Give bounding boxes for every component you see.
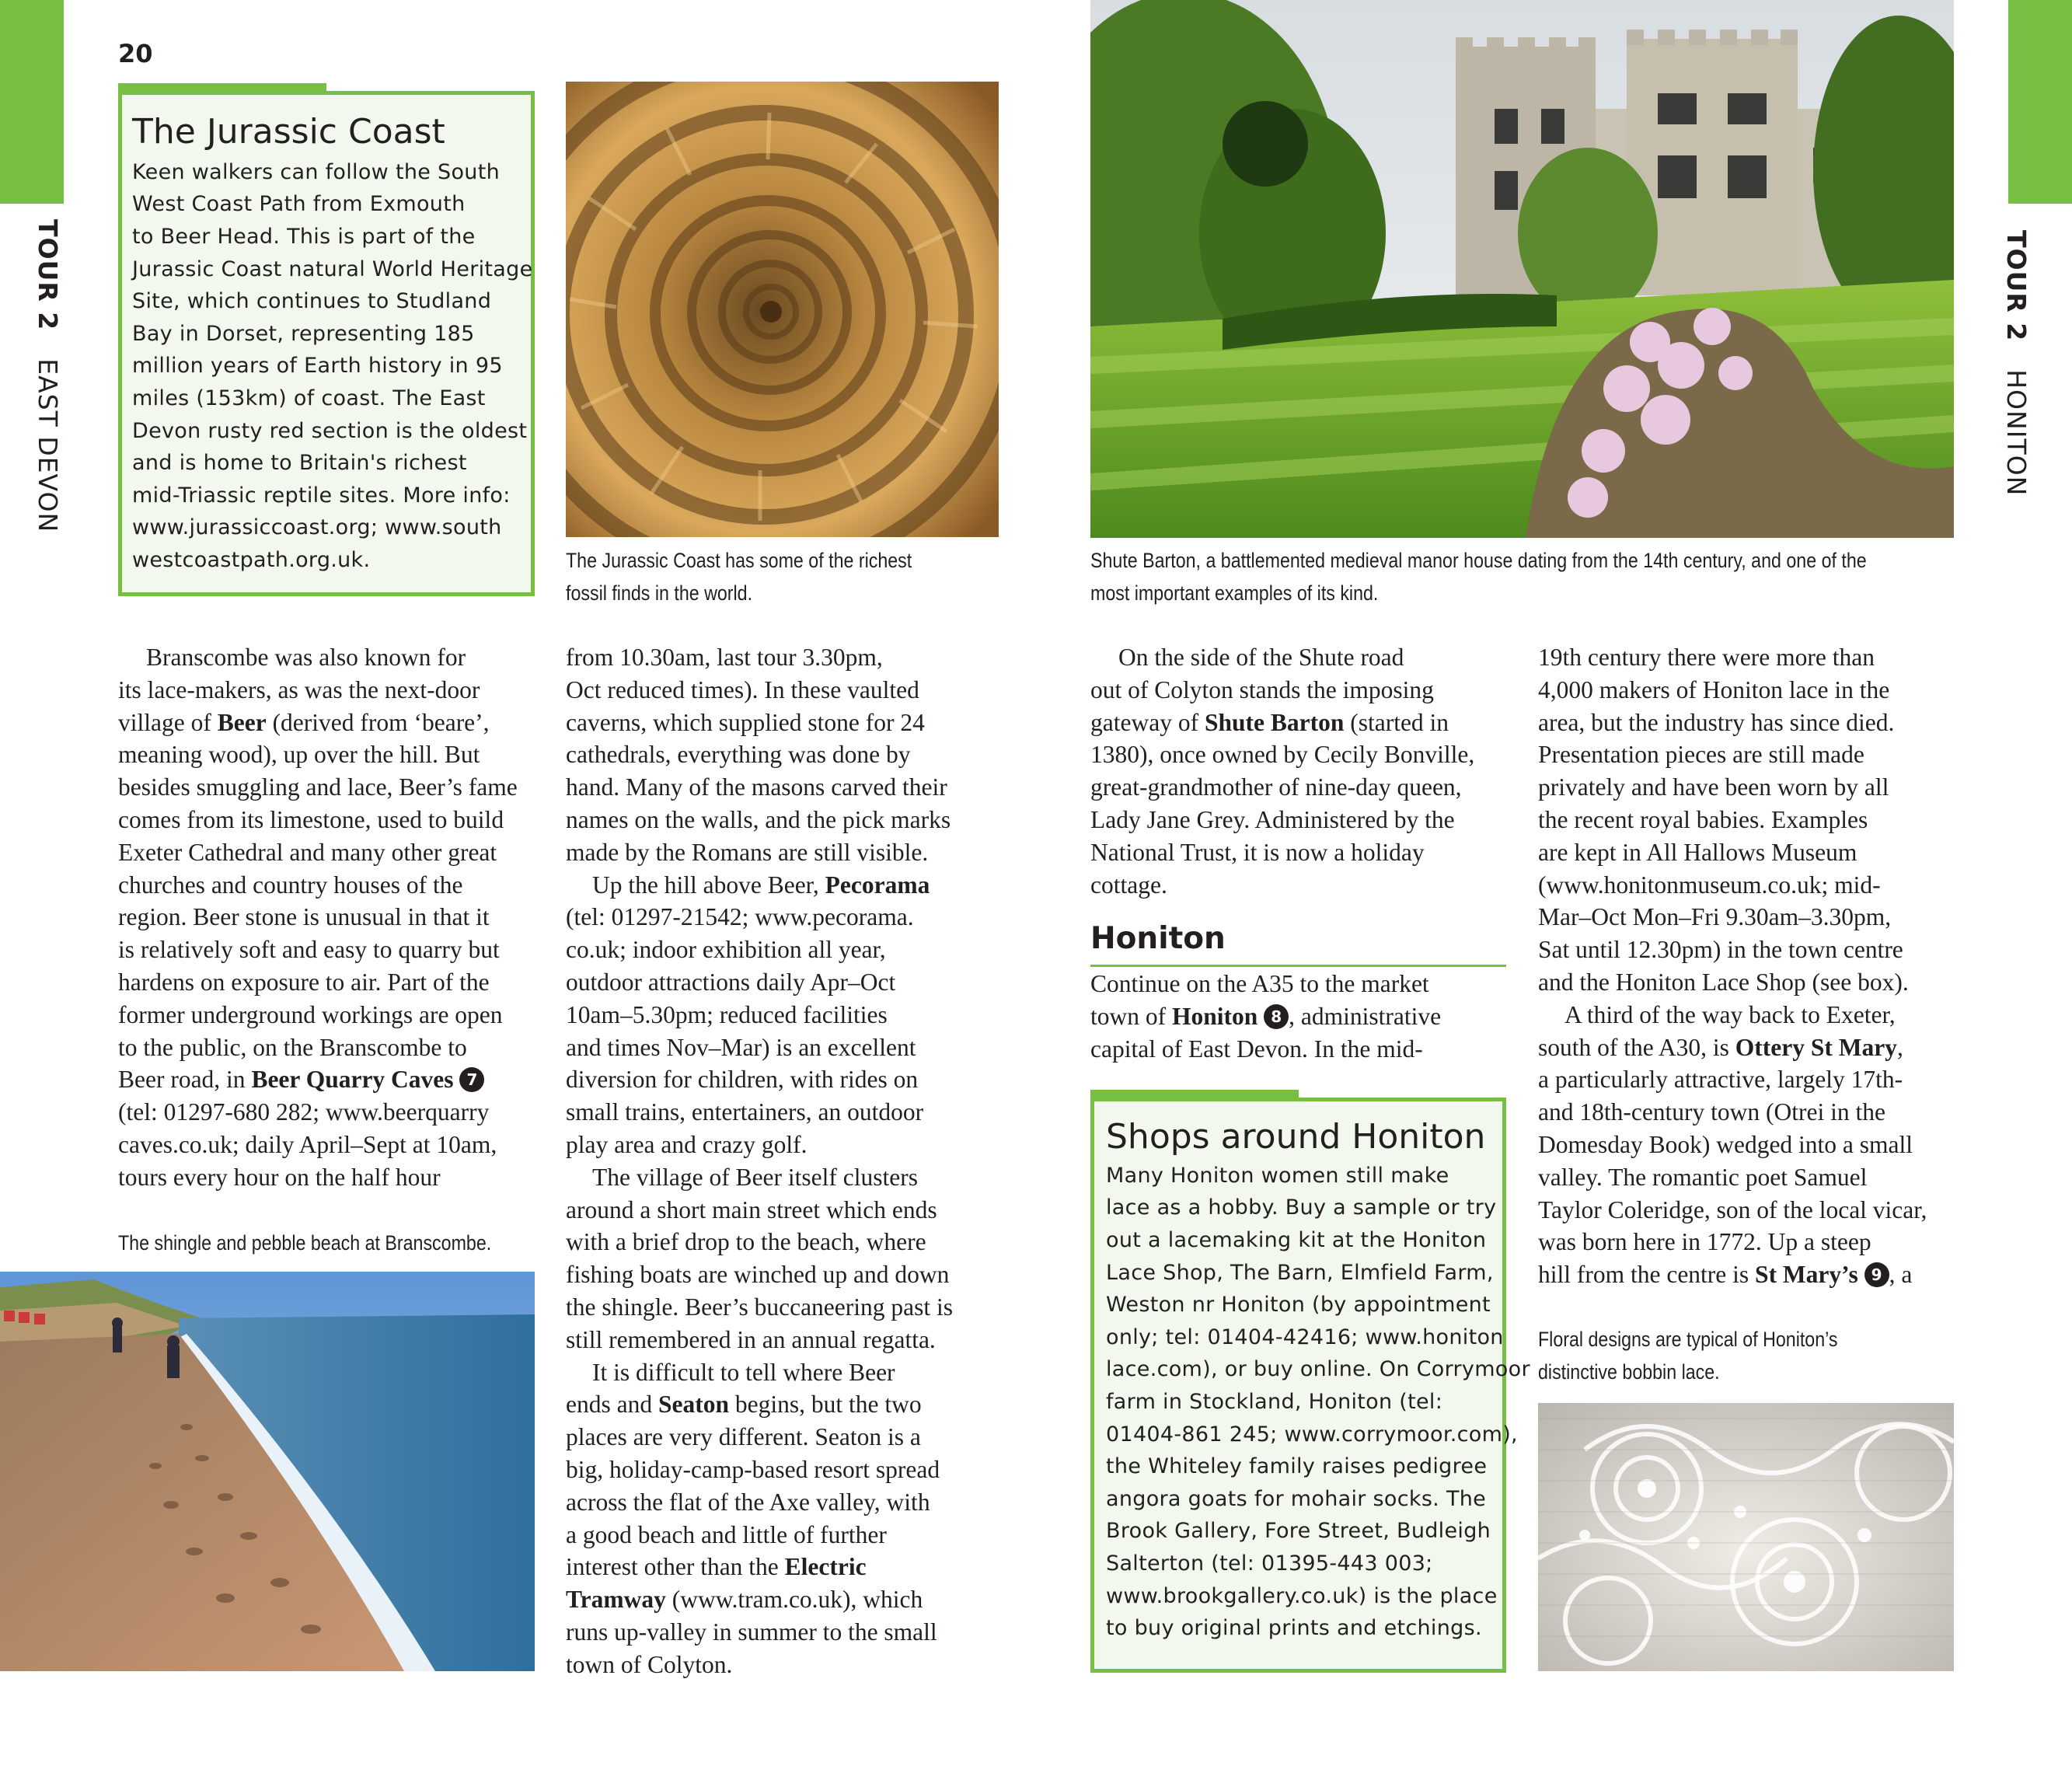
text-line (566, 1551, 953, 1583)
text-line: its lace-makers, as was the next-door (118, 675, 480, 703)
box-line: farm in Stockland, Honiton (tel: (1106, 1389, 1443, 1414)
lace-caption (1538, 1323, 1837, 1388)
text-line: diversion for children, with rides on (566, 1066, 919, 1094)
text-line: and the Honiton Lace Shop (see box). (1538, 968, 1909, 996)
text-line: besides smuggling and lace, Beer’s fame (118, 773, 518, 801)
text-line: town of Colyton. (566, 1650, 733, 1678)
text-run: ends and (566, 1391, 658, 1419)
text-run: , administrative (1289, 1002, 1442, 1030)
place-name: Honiton (1172, 1002, 1258, 1030)
text-run: hill from the centre is (1538, 1261, 1756, 1289)
box-line: lace.com), or buy online. On Corrymoor (1106, 1357, 1530, 1382)
text-line (1538, 1258, 1927, 1291)
text-line: to the public, on the Branscombe to (118, 1033, 467, 1061)
body-column-2 (566, 641, 953, 1681)
map-marker-9: 9 (1864, 1262, 1889, 1287)
box-line: miles (153km) of coast. The East (132, 386, 486, 410)
text-line: is relatively soft and easy to quarry but (118, 936, 500, 964)
shops-around-honiton-box (1090, 1098, 1530, 1673)
box-line: mid-Triassic reptile sites. More info: (132, 483, 511, 508)
box-line: www.jurassiccoast.org; www.south (132, 515, 502, 540)
text-line: 1380), once owned by Cecily Bonville, (1090, 741, 1475, 769)
page-number: 20 (118, 39, 153, 68)
text-line: former underground workings are open (118, 1000, 503, 1028)
box-line: 01404-861 245; www.corrymoor.com), (1106, 1422, 1518, 1447)
text-line: big, holiday-camp-based resort spread (566, 1455, 940, 1483)
shops-box-title: Shops around Honiton (1106, 1117, 1486, 1157)
box-line: Lace Shop, The Barn, Elmfield Farm, (1106, 1260, 1494, 1285)
box-line: Bay in Dorset, representing 185 (132, 321, 475, 346)
text-line: runs up-valley in summer to the small (566, 1618, 937, 1646)
place-name: Seaton (658, 1391, 729, 1419)
text-line: Mar–Oct Mon–Fri 9.30am–3.30pm, (1538, 903, 1892, 931)
text-run: village of (118, 708, 218, 736)
right-color-tab (2008, 0, 2072, 204)
text-line: fishing boats are winched up and down (566, 1261, 950, 1289)
text-line: Branscombe was also known for (146, 644, 466, 671)
right-area-label: HONITON (2001, 369, 2032, 497)
caption-line: The Jurassic Coast has some of the richest (566, 549, 912, 572)
text-line: with a brief drop to the beach, where (566, 1228, 926, 1256)
text-line: places are very different. Seaton is a (566, 1423, 921, 1451)
text-line (1090, 707, 1474, 739)
text-line: hand. Many of the masons carved their (566, 773, 947, 801)
beach-caption (118, 1227, 491, 1259)
left-area-label: EAST DEVON (33, 358, 63, 533)
text-line: valley. The romantic poet Samuel (1538, 1163, 1868, 1191)
shute-barton-photo (1090, 0, 1954, 538)
text-line (1538, 1031, 1927, 1064)
text-run: gateway of (1090, 708, 1205, 736)
text-line (566, 1388, 953, 1421)
box-line: lace as a hobby. Buy a sample or try (1106, 1195, 1497, 1220)
box-line: Salterton (tel: 01395-443 003; (1106, 1551, 1433, 1576)
box-line: Site, which continues to Studland (132, 289, 492, 314)
place-name: Pecorama (825, 871, 930, 899)
right-tour-label: TOUR 2 (2001, 230, 2032, 342)
text-run: town of (1090, 1002, 1172, 1030)
caption-line: Shute Barton, a battlemented medieval manor house dating from the 14th century, and one of the (1090, 549, 1867, 572)
box-line: Devon rusty red section is the oldest (132, 418, 528, 443)
text-line: A third of the way back to Exeter, (1564, 1000, 1896, 1028)
honiton-heading-rule (1090, 965, 1506, 967)
map-marker-7: 7 (459, 1067, 484, 1092)
left-side-label (33, 219, 63, 532)
text-line (566, 1583, 953, 1616)
caption-line: Floral designs are typical of Honiton’s (1538, 1328, 1838, 1351)
text-line: cottage. (1090, 871, 1167, 899)
body-column-4 (1538, 641, 1927, 1291)
text-line: cathedrals, everything was done by (566, 741, 911, 769)
box-line: West Coast Path from Exmouth (132, 192, 466, 217)
text-line: It is difficult to tell where Beer (592, 1358, 895, 1386)
right-side-label (2001, 230, 2032, 496)
text-line (566, 869, 953, 902)
box-line: www.brookgallery.co.uk) is the place (1106, 1583, 1498, 1608)
text-line: and 18th-century town (Otrei in the (1538, 1098, 1885, 1126)
jurassic-coast-box (118, 91, 535, 596)
text-line: a good beach and little of further (566, 1520, 887, 1548)
text-line: caverns, which supplied stone for 24 (566, 708, 925, 736)
ammonite-fossil-photo (566, 82, 999, 537)
text-line: comes from its limestone, used to build (118, 805, 504, 833)
text-line: The village of Beer itself clusters (592, 1163, 918, 1191)
body-column-3 (1090, 641, 1474, 901)
text-line: Continue on the A35 to the market (1090, 970, 1429, 997)
jurassic-box-title: The Jurassic Coast (132, 112, 445, 152)
text-line: Taylor Coleridge, son of the local vicar, (1538, 1195, 1927, 1223)
text-line: around a short main street which ends (566, 1195, 937, 1223)
text-line: play area and crazy golf. (566, 1130, 808, 1158)
text-line: tours every hour on the half hour (118, 1163, 441, 1191)
text-line: was born here in 1772. Up a steep (1538, 1228, 1871, 1256)
place-name: Electric (784, 1553, 867, 1581)
shops-box-text (1106, 1160, 1530, 1645)
text-line: outdoor attractions daily Apr–Oct (566, 968, 896, 996)
place-name: Shute Barton (1204, 708, 1345, 736)
text-line: (tel: 01297-21542; www.pecorama. (566, 903, 914, 931)
box-line: only; tel: 01404-42416; www.honiton (1106, 1325, 1504, 1349)
box-line: westcoastpath.org.uk. (132, 547, 371, 572)
text-line: 19th century there were more than (1538, 644, 1875, 671)
box-line: angora goats for mohair socks. The (1106, 1486, 1487, 1511)
left-color-tab (0, 0, 64, 204)
text-line: a particularly attractive, largely 17th- (1538, 1066, 1903, 1094)
text-line: On the side of the Shute road (1118, 644, 1404, 671)
text-run: (www.tram.co.uk), which (665, 1586, 923, 1614)
body-column-1 (118, 641, 518, 1194)
caption-line: The shingle and pebble beach at Branscombe. (118, 1231, 492, 1255)
text-run: begins, but the two (729, 1391, 922, 1419)
box-line: million years of Earth history in 95 (132, 354, 503, 379)
caption-line: distinctive bobbin lace. (1538, 1360, 1720, 1384)
text-line: meaning wood), up over the hill. But (118, 741, 480, 769)
branscombe-beach-photo (0, 1272, 535, 1671)
shute-caption (1090, 544, 1867, 609)
fossil-caption (566, 544, 912, 609)
text-run: south of the A30, is (1538, 1033, 1735, 1061)
box-line: Weston nr Honiton (by appointment (1106, 1293, 1491, 1318)
shops-box-tab (1090, 1090, 1299, 1098)
text-line: Sat until 12.30pm) in the town centre (1538, 936, 1903, 964)
text-line: still remembered in an annual regatta. (566, 1325, 936, 1353)
box-line: and is home to Britain's richest (132, 451, 467, 476)
box-line: to buy original prints and etchings. (1106, 1616, 1482, 1641)
box-line: Brook Gallery, Fore Street, Budleigh (1106, 1519, 1491, 1544)
honiton-heading: Honiton (1090, 921, 1226, 956)
text-line (1090, 1000, 1441, 1033)
text-line: small trains, entertainers, an outdoor (566, 1098, 924, 1126)
text-line: great-grandmother of nine-day queen, (1090, 773, 1462, 801)
box-line: Keen walkers can follow the South (132, 159, 500, 184)
place-name: Beer (217, 708, 267, 736)
left-tour-label: TOUR 2 (33, 219, 63, 331)
jurassic-box-text (132, 156, 531, 577)
text-line: National Trust, it is now a holiday (1090, 838, 1425, 866)
text-line: names on the walls, and the pick marks (566, 805, 951, 833)
text-line: privately and have been worn by all (1538, 773, 1889, 801)
body-column-3-continued (1090, 968, 1441, 1065)
text-line (118, 1063, 518, 1096)
text-line: region. Beer stone is unusual in that it (118, 903, 490, 931)
place-name: Tramway (566, 1586, 666, 1614)
place-name: St Mary’s (1755, 1261, 1858, 1289)
honiton-lace-photo (1538, 1403, 1954, 1671)
text-run: , (1896, 1033, 1903, 1061)
text-line: capital of East Devon. In the mid- (1090, 1035, 1423, 1063)
text-line: made by the Romans are still visible. (566, 838, 929, 866)
caption-line: most important examples of its kind. (1090, 581, 1379, 605)
text-line: from 10.30am, last tour 3.30pm, (566, 644, 883, 671)
text-line: Domesday Book) wedged into a small (1538, 1130, 1913, 1158)
place-name: Beer Quarry Caves (251, 1066, 454, 1094)
text-line: (tel: 01297-680 282; www.beerquarry (118, 1098, 490, 1126)
jurassic-box-tab (118, 83, 326, 91)
box-line: the Whiteley family raises pedigree (1106, 1454, 1488, 1479)
map-marker-8: 8 (1264, 1004, 1289, 1029)
text-line: hardens on exposure to air. Part of the (118, 968, 490, 996)
box-line: Many Honiton women still make (1106, 1163, 1449, 1188)
text-line: area, but the industry has since died. (1538, 708, 1895, 736)
text-line: are kept in All Hallows Museum (1538, 838, 1857, 866)
text-line: Oct reduced times). In these vaulted (566, 675, 919, 703)
text-run: interest other than the (566, 1553, 785, 1581)
text-run: Up the hill above Beer, (592, 871, 825, 899)
text-line: Presentation pieces are still made (1538, 741, 1864, 769)
text-line: (www.honitonmuseum.co.uk; mid- (1538, 871, 1881, 899)
box-line: to Beer Head. This is part of the (132, 224, 476, 249)
text-line: co.uk; indoor exhibition all year, (566, 936, 886, 964)
text-line: 10am–5.30pm; reduced facilities (566, 1000, 888, 1028)
text-line (118, 707, 518, 739)
text-line: Exeter Cathedral and many other great (118, 838, 497, 866)
text-run: , a (1889, 1261, 1913, 1289)
text-line: 4,000 makers of Honiton lace in the (1538, 675, 1890, 703)
text-line: caves.co.uk; daily April–Sept at 10am, (118, 1130, 497, 1158)
text-line: the shingle. Beer’s buccaneering past is (566, 1293, 954, 1321)
text-run: Beer road, in (118, 1066, 252, 1094)
box-line: out a lacemaking kit at the Honiton (1106, 1227, 1487, 1252)
text-line: the recent royal babies. Examples (1538, 805, 1868, 833)
place-name: Ottery St Mary (1735, 1033, 1897, 1061)
text-line: and times Nov–Mar) is an excellent (566, 1033, 916, 1061)
caption-line: fossil finds in the world. (566, 581, 753, 605)
box-line: Jurassic Coast natural World Heritage (132, 257, 533, 281)
text-line: Lady Jane Grey. Administered by the (1090, 805, 1455, 833)
text-run: (started in (1344, 708, 1449, 736)
text-line: churches and country houses of the (118, 871, 463, 899)
text-line: across the flat of the Axe valley, with (566, 1488, 930, 1516)
text-line: out of Colyton stands the imposing (1090, 675, 1434, 703)
text-run: (derived from ‘beare’, (266, 708, 490, 736)
